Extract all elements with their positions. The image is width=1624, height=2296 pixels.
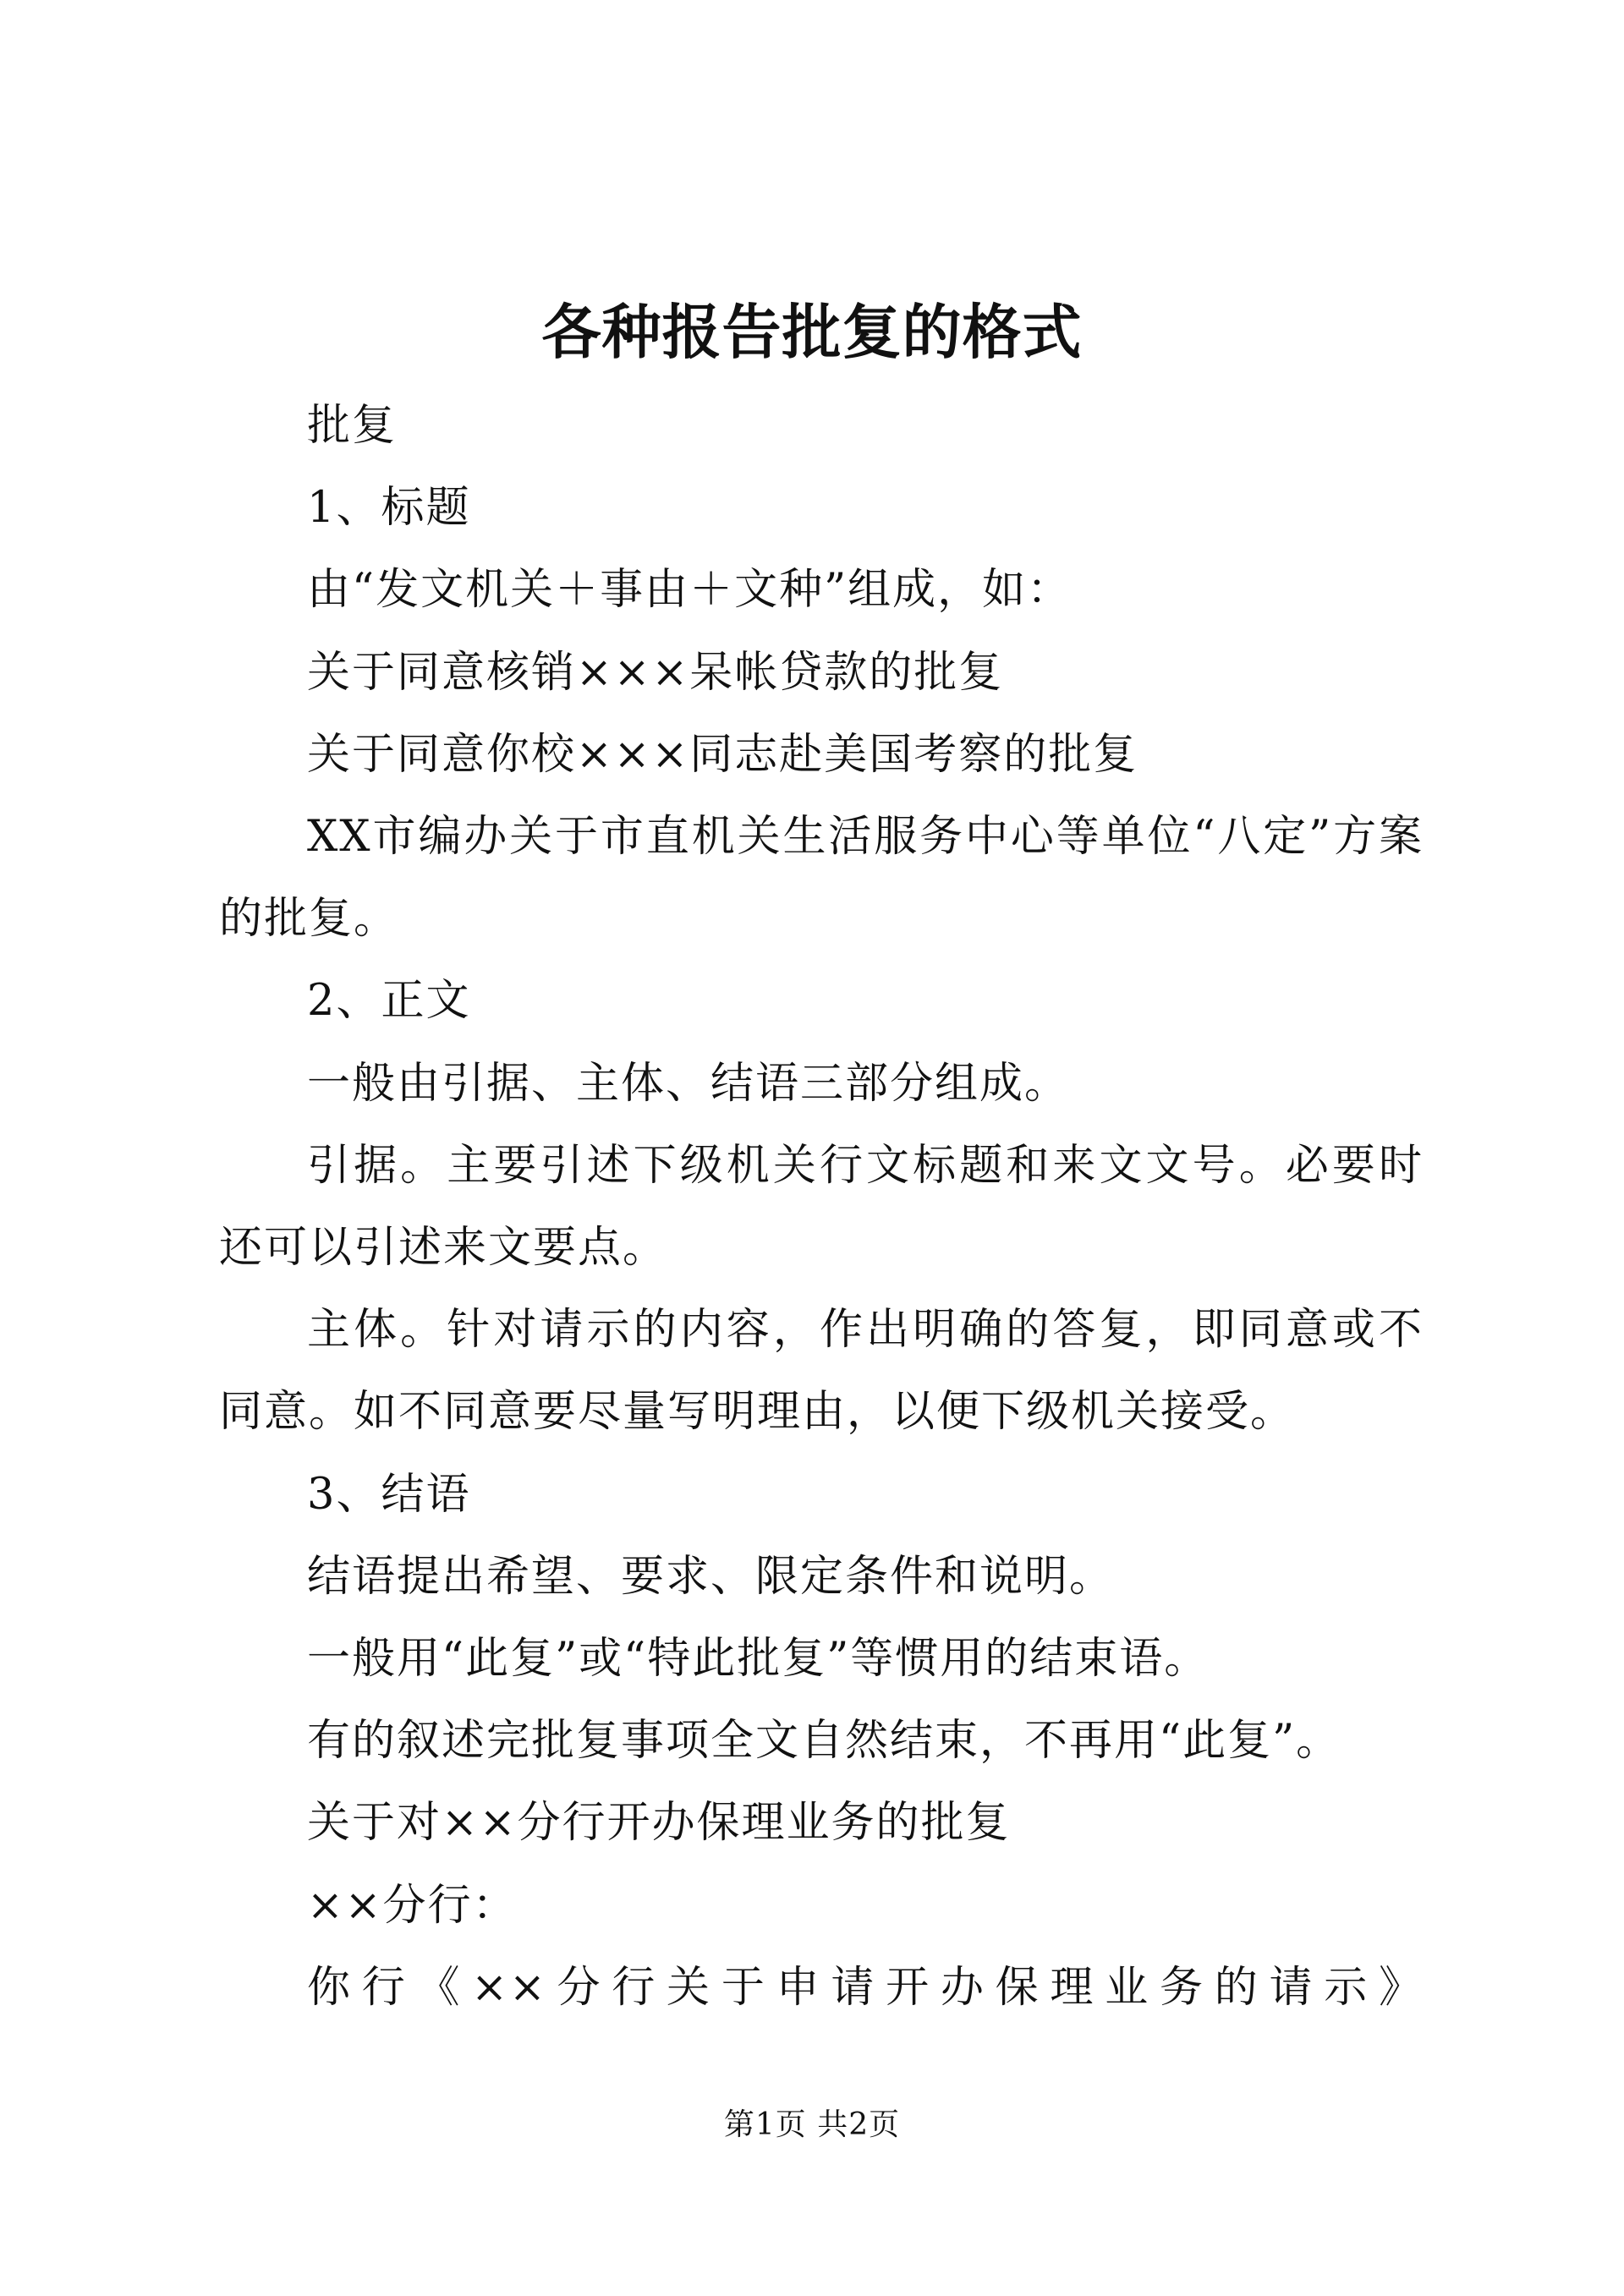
paragraph-sample-recipient: ××分行： <box>307 1880 518 1931</box>
paragraph-section-title: 1、标题 <box>307 483 471 534</box>
paragraph-main-body: 主体。针对请示的内容，作出明确的答复，即同意或不同意。如不同意要尽量写明理由，以便下级机关接受。 <box>219 1305 1424 1438</box>
paragraph-title-composition: 由“发文机关＋事由＋文种”组成，如： <box>307 565 1073 616</box>
paragraph-closing-phrase: 一般用“此复”或“特此批复”等惯用的结束语。 <box>307 1634 1210 1685</box>
paragraph-sample-body: 你行《××分行关于申请开办保理业务的请示》 <box>307 1962 1424 2013</box>
paragraph-natural-end: 有的叙述完批复事项全文自然结束，不再用“此复”。 <box>307 1716 1341 1767</box>
document-body <box>219 385 1424 2029</box>
paragraph-example-3: XX市编办关于市直机关生活服务中心等单位“八定”方案的批复。 <box>219 812 1424 945</box>
paragraph-section-body: 2、正文 <box>307 976 471 1027</box>
paragraph-section-conclusion: 3、结语 <box>307 1469 471 1520</box>
paragraph-conclusion-desc: 结语提出希望、要求、限定条件和说明。 <box>307 1551 1115 1602</box>
paragraph-body-parts: 一般由引据、主体、结语三部分组成。 <box>307 1058 1070 1109</box>
paragraph-approval-heading: 批复 <box>307 401 398 451</box>
paragraph-example-1: 关于同意核销×××呆帐贷款的批复 <box>307 647 1004 698</box>
paragraph-example-2: 关于同意你校×××同志赴美国考察的批复 <box>307 729 1138 780</box>
document-title: 各种报告批复的格式 <box>541 297 1083 367</box>
paragraph-sample-title: 关于对××分行开办保理业务的批复 <box>307 1798 1011 1849</box>
page-footer: 第1页 共2页 <box>723 2107 901 2142</box>
paragraph-citation: 引据。主要引述下级机关行文标题和来文文号。必要时还可以引述来文要点。 <box>219 1140 1424 1274</box>
